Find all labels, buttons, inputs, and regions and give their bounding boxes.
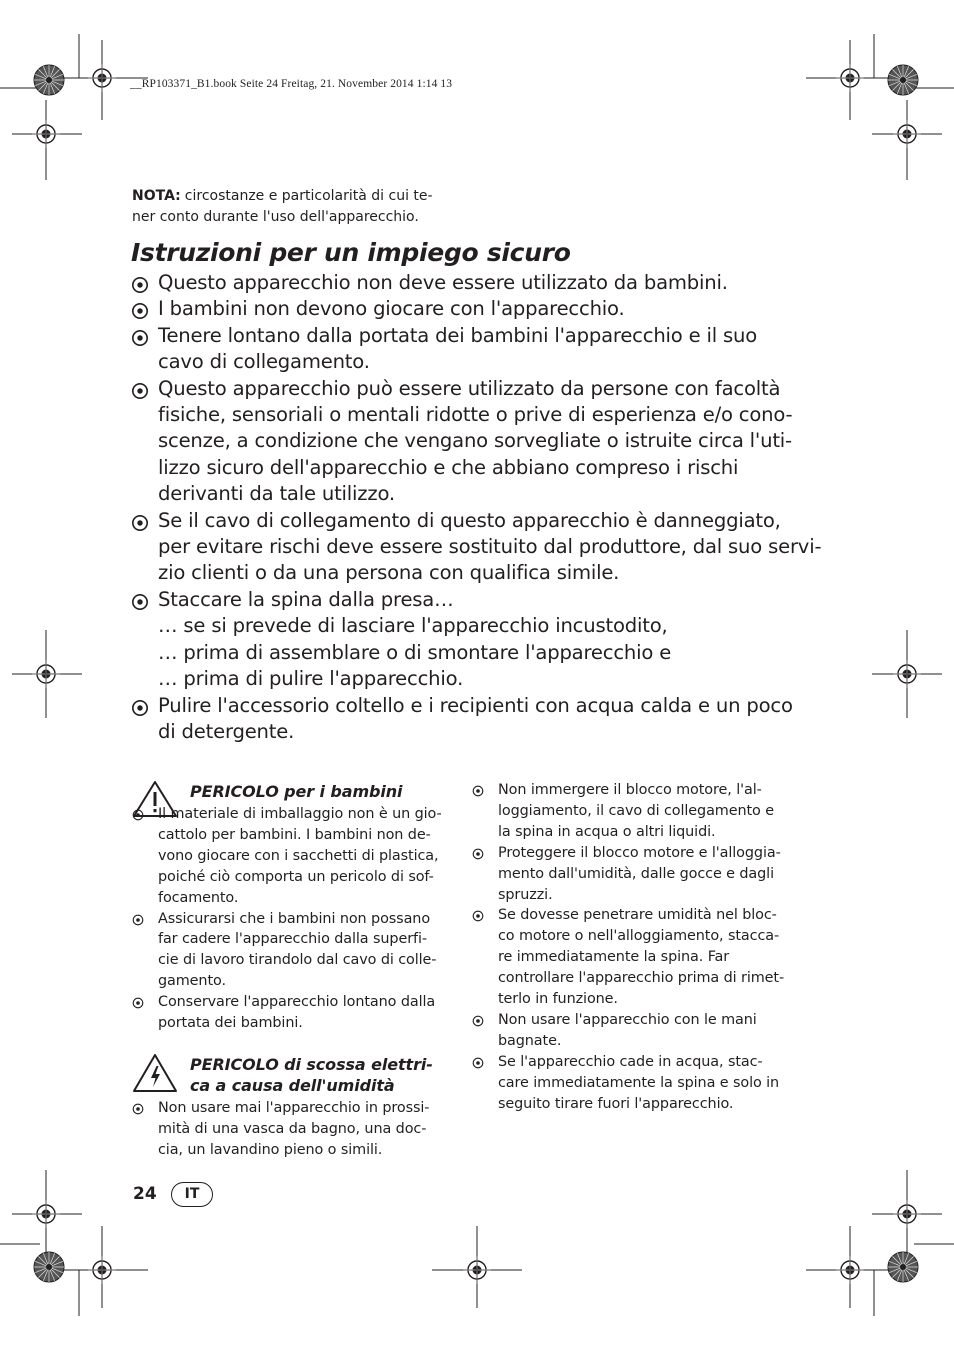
warning-children-list [132, 804, 462, 1034]
bullet-icon [131, 514, 149, 532]
bullet-icon [132, 997, 144, 1009]
list-item-line: scenze, a condizione che vengano sorvegliate o istruite circa l'uti- [158, 429, 792, 453]
list-item-line: controllare l'apparecchio prima di rimet- [498, 970, 785, 987]
list-item-line: di detergente. [158, 719, 295, 743]
list-item-line: cavo di collegamento. [158, 350, 370, 374]
list-item-line: Questo apparecchio può essere utilizzato da persone con facoltà [158, 376, 781, 400]
list-item-line: Conservare l'apparecchio lontano dalla [158, 994, 436, 1011]
list-item-line: cattolo per bambini. I bambini non de- [158, 826, 431, 843]
warning-list-item [472, 843, 802, 906]
list-item-line: Assicurarsi che i bambini non possano [158, 910, 431, 927]
bullet-icon [131, 302, 149, 320]
list-item-line: mento dall'umidità, dalle gocce e dagli [498, 865, 774, 882]
safety-list-item [131, 508, 822, 587]
warning-list-item [132, 909, 462, 993]
list-item-line: far cadere l'apparecchio dalla superfi- [158, 931, 427, 948]
list-item-line: Se l'apparecchio cade in acqua, stac- [498, 1053, 763, 1070]
language-badge: IT [171, 1182, 213, 1207]
list-item-line: seguito tirare fuori l'apparecchio. [498, 1095, 734, 1112]
bullet-icon [472, 910, 484, 922]
warning-electric-header [132, 1053, 462, 1103]
bullet-icon [472, 1057, 484, 1069]
list-item-line: Questo apparecchio non deve essere utilizzato da bambini. [158, 271, 728, 294]
safety-list-item [131, 376, 811, 508]
list-item-line: Staccare la spina dalla presa… [158, 587, 454, 611]
list-item-line: Il materiale di imballaggio non è un gio- [158, 806, 442, 822]
note-label: NOTA: [132, 188, 181, 204]
list-item-line: poiché ciò comporta un pericolo di sof- [158, 868, 434, 885]
bullet-icon [131, 329, 149, 347]
list-item-line: Tenere lontano dalla portata dei bambini l'apparecchio e il suo [158, 323, 758, 347]
list-item-line: terlo in funzione. [498, 991, 618, 1008]
warning-list-item [132, 804, 462, 909]
list-item-line: loggiamento, il cavo di collegamento e [498, 802, 774, 819]
bullet-icon [131, 593, 149, 611]
warning-list-item [472, 1010, 802, 1052]
bullet-icon [131, 699, 149, 717]
list-item-line: mità di una vasca da bagno, una doc- [158, 1120, 427, 1137]
list-item-line: zio clienti o da una persona con qualifica simile. [158, 561, 620, 585]
print-file-info: __RP103371_B1.book Seite 24 Freitag, 21. November 2014 1:14 13 [130, 78, 453, 90]
right-column-list [472, 780, 802, 1115]
list-item-line: Proteggere il blocco motore e l'alloggia- [498, 844, 781, 861]
list-item-line: la spina in acqua o altri liquidi. [498, 823, 716, 840]
list-item-line: Non usare l'apparecchio con le mani [498, 1011, 757, 1028]
bullet-icon [472, 1015, 484, 1027]
safety-list-item [131, 587, 811, 693]
list-item-line: Non usare mai l'apparecchio in prossi- [158, 1099, 430, 1116]
list-item-line: cie di lavoro tirandolo dal cavo di colle- [158, 952, 437, 969]
warning-list-item [472, 780, 802, 843]
list-item-line: care immediatamente la spina e solo in [498, 1074, 780, 1091]
list-item-line: I bambini non devono giocare con l'apparecchio. [158, 297, 625, 321]
list-item-line: Pulire l'accessorio coltello e i recipienti con acqua calda e un poco [158, 693, 793, 717]
safety-list-item [131, 296, 811, 322]
list-item-line: bagnate. [498, 1032, 562, 1049]
list-item-line: spruzzi. [498, 886, 553, 903]
list-item-line: Non immergere il blocco motore, l'al- [498, 782, 762, 798]
bullet-icon [131, 276, 149, 294]
bullet-icon [472, 785, 484, 797]
section-title: Istruzioni per un impiego sicuro [131, 238, 571, 267]
safety-list-item [131, 323, 811, 376]
list-item-line: vono giocare con i sacchetti di plastica, [158, 847, 439, 864]
list-item-line: Se il cavo di collegamento di questo apparecchio è danneggiato, [158, 508, 781, 532]
safety-list-item [131, 693, 811, 746]
note-block [132, 186, 462, 228]
note-text-line-1: circostanze e particolarità di cui te- [184, 188, 433, 204]
list-item-line: cia, un lavandino pieno o simili. [158, 1141, 383, 1158]
safety-instructions-list [131, 270, 822, 745]
list-item-line: derivanti da tale utilizzo. [158, 482, 395, 506]
page-number: 24 [133, 1184, 157, 1204]
list-item-line: Se dovesse penetrare umidità nel bloc- [498, 907, 777, 924]
warning-electric-icon [132, 1053, 178, 1093]
warning-list-item [132, 1098, 462, 1161]
list-item-line: focamento. [158, 889, 239, 906]
bullet-icon [132, 1103, 144, 1115]
list-item-line: co motore o nell'alloggiamento, stacca- [498, 928, 780, 945]
list-item-line: fisiche, sensoriali o mentali ridotte o prive di esperienza e/o cono- [158, 403, 793, 427]
list-item-line: … prima di pulire l'apparecchio. [158, 667, 464, 691]
note-text-line-2: ner conto durante l'uso dell'apparecchio. [132, 209, 419, 225]
bullet-icon [132, 809, 144, 821]
list-item-line: … prima di assemblare o di smontare l'apparecchio e [158, 640, 672, 664]
list-item-line: lizzo sicuro dell'apparecchio e che abbiano compreso i rischi [158, 455, 739, 479]
warning-list-item [472, 1052, 802, 1115]
safety-list-item [131, 270, 811, 296]
warning-list-item [132, 992, 462, 1034]
list-item-line: gamento. [158, 973, 226, 990]
left-column [132, 780, 462, 1161]
warning-electric-list [132, 1098, 462, 1161]
list-item-line: portata dei bambini. [158, 1015, 303, 1032]
warning-list-item [472, 905, 802, 1010]
list-item-line: re immediatamente la spina. Far [498, 949, 730, 966]
warning-electric-title-line-1: PERICOLO di scossa elettri- [190, 1054, 433, 1074]
list-item-line: per evitare rischi deve essere sostituito dal produttore, dal suo servi- [158, 535, 822, 559]
bullet-icon [131, 382, 149, 400]
bullet-icon [472, 848, 484, 860]
warning-children-title: PERICOLO per i bambini [190, 782, 403, 801]
warning-electric-title-line-2: ca a causa dell'umidità [190, 1075, 395, 1095]
list-item-line: … se si prevede di lasciare l'apparecchio incustodito, [158, 614, 668, 638]
bullet-icon [132, 914, 144, 926]
